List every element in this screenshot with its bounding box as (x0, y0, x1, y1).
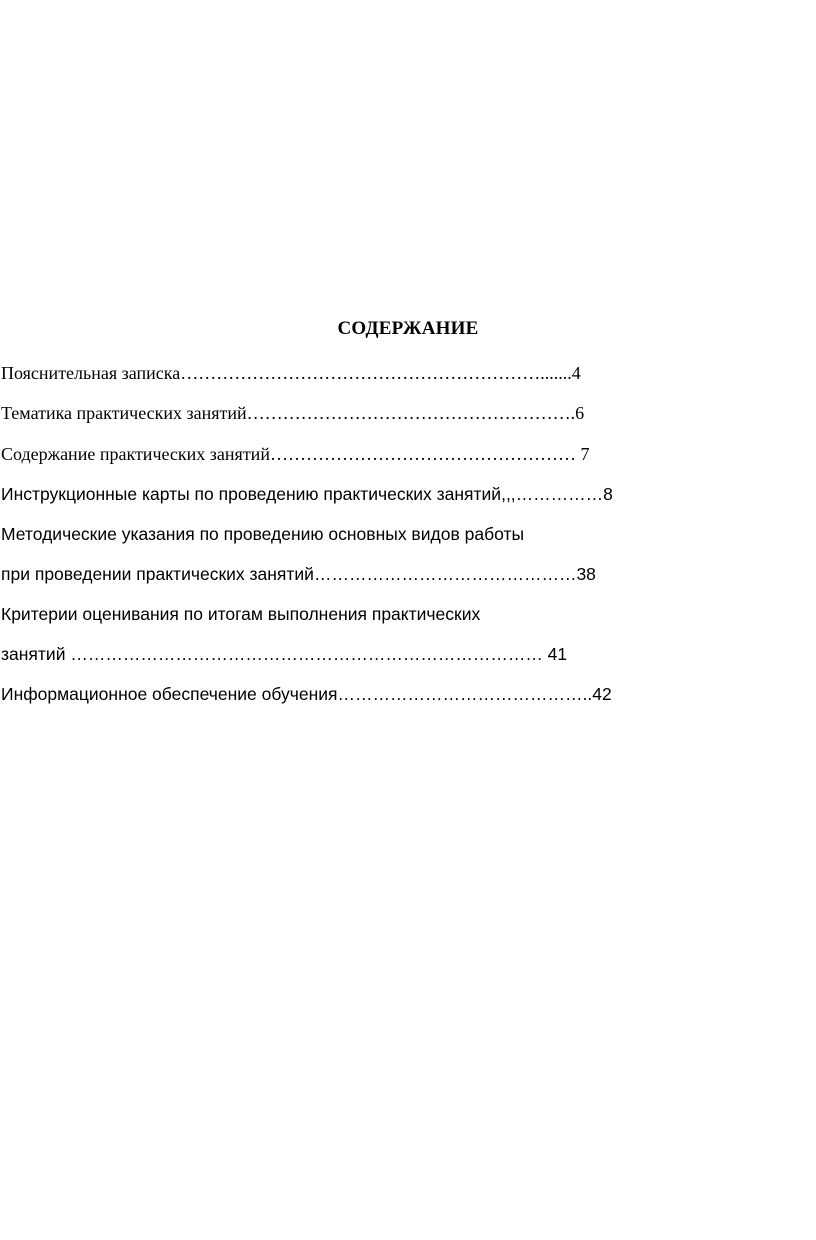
toc-line-practical-topics: Тематика практических занятий……………………………………………….6 (1, 403, 585, 423)
toc-line-instruction-cards: Инструкционные карты по проведению практических занятий,,,……………8 (1, 484, 613, 504)
toc-line-practical-content: Содержание практических занятий…………………………………………… 7 (1, 444, 590, 464)
toc-line-information-support: Информационное обеспечение обучения……………………………………..42 (1, 684, 612, 704)
toc-line-explanatory-note: Пояснительная записка…………………………………………………….......4 (1, 363, 581, 383)
toc-line-assessment-criteria: Критерии оценивания по итогам выполнения практических (1, 604, 481, 624)
toc-line-methodical-guidelines-cont: при проведении практических занятий………………………………………38 (1, 564, 596, 584)
toc-line-methodical-guidelines: Методические указания по проведению основных видов работы (1, 524, 525, 544)
toc-title: СОДЕРЖАНИЕ (337, 318, 479, 339)
toc-line-assessment-criteria-cont: занятий ……………………………………………………………………… 41 (1, 644, 568, 664)
